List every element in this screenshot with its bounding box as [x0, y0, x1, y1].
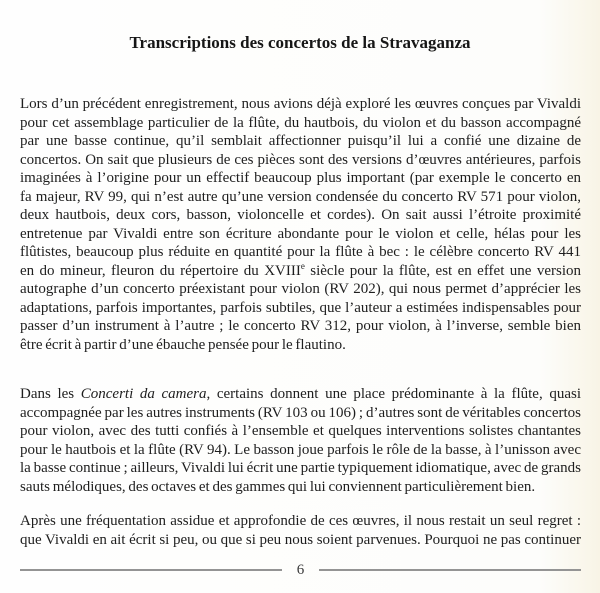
- paragraph: [20, 512, 581, 549]
- page-title: Transcriptions des concertos de la Stravaganza: [129, 33, 471, 52]
- text-line: en do mineur, fleuron du répertoire du XVIIIe siècle pour la flûte, est en effet une version: [20, 260, 581, 279]
- text-line: flûtistes, beaucoup plus réduite en quantité pour la flûte à bec : le célèbre concerto RV 441: [20, 244, 581, 260]
- text-line: Après une fréquentation assidue et approfondie de ces œuvres, il nous restait un seul regret :: [20, 513, 581, 529]
- text-line: entretenue par Vivaldi entre son écriture abondante pour le violon et celle, hélas pour les: [20, 225, 581, 242]
- text-line: la basse continue ; ailleurs, Vivaldi lui écrit une partie typiquement idiomatique, avec de grands: [20, 460, 581, 476]
- text-line: accompagnée par les autres instruments (RV 103 ou 106) ; d’autres sont de véritables concertos: [20, 404, 581, 421]
- page-number: 6: [296, 561, 305, 578]
- text-line: par une basse continue, qu’il semblait affectionner puisqu’il lui a confié une dizaine de: [20, 133, 581, 149]
- paragraph: [20, 385, 581, 496]
- text-line: concertos. On sait que plusieurs de ces pièces sont des versions d’œuvres antérieures, parfois: [20, 151, 581, 168]
- paragraph: [20, 95, 581, 354]
- text-line: Lors d’un précédent enregistrement, nous avions déjà exploré les œuvres conçues par Vivaldi: [20, 96, 581, 112]
- text-line: passer d’un instrument à l’autre ; le concerto RV 312, pour violon, à l’inverse, semble bien: [20, 318, 581, 334]
- text-line: sauts mélodiques, des octaves et des gammes qui lui conviennent particulièrement bien.: [20, 478, 536, 495]
- text-line: être écrit à partir d’une ébauche pensée pour le flautino.: [20, 336, 346, 353]
- body-text: [20, 95, 581, 549]
- footer-rule-right: [319, 569, 581, 571]
- text-line: pour le hautbois et la flûte (RV 94). Le basson joue parfois le rôle de la basse, à l’unisson avec: [20, 441, 581, 458]
- text-line: pour cet assemblage particulier de la flûte, du hautbois, du violon et du basson accompagné: [20, 114, 581, 131]
- text-line: imaginées à l’origine pour un effectif beaucoup plus important (par exemple le concerto en: [20, 170, 581, 186]
- text-line: fa majeur, RV 99, qui n’est autre qu’une version condensée du concerto RV 571 pour violon,: [20, 188, 581, 205]
- text-line: Dans les Concerti da camera, certains donnent une place prédominante à la flûte, quasi: [20, 386, 581, 402]
- text-line: adaptations, parfois importantes, parfois subtiles, que l’auteur a estimées indispensables pour: [20, 299, 581, 316]
- footer-rule-left: [20, 569, 282, 571]
- text-line: pour violon, avec des tutti confiés à l’ensemble et quelques interventions solistes chantantes: [20, 423, 581, 439]
- text-line: autographe d’un concerto préexistant pour violon (RV 202), qui nous permet d’apprécier les: [20, 281, 581, 297]
- text-line: deux hautbois, deux cors, basson, violoncelle et cordes). On sait aussi l’étroite proximité: [20, 207, 581, 223]
- page-footer: [20, 560, 581, 580]
- text-line: que Vivaldi en ait écrit si peu, ou que si peu nous soient parvenues. Pourquoi ne pas continuer: [20, 531, 581, 548]
